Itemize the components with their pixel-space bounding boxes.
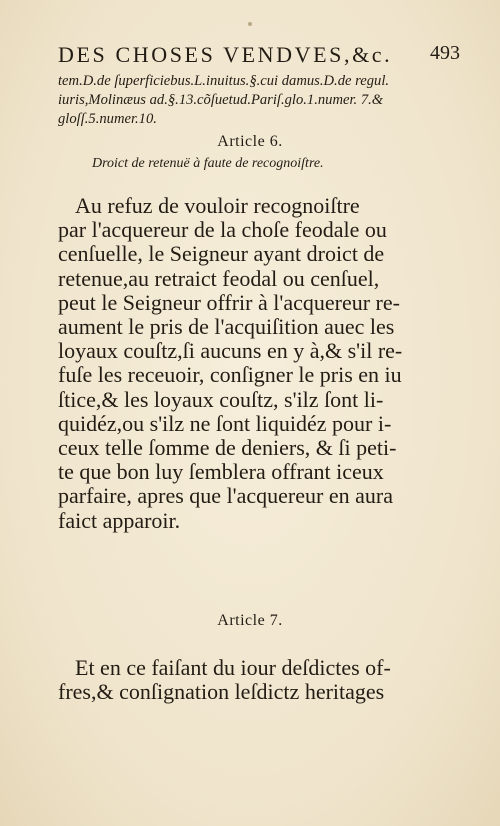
citation-line: tem.D.de ſuperficiebus.L.inuitus.§.cui damus.D.de regul. <box>58 73 390 89</box>
text-line: aument le pris de l'acquiſition auec les <box>58 314 395 340</box>
text-line: Et en ce faiſant du iour deſdictes of- <box>75 655 391 680</box>
text-line: ceux telle ſomme de deniers, & ſi peti- <box>58 435 397 461</box>
text-line: parfaire, apres que l'acquereur en aura <box>58 483 393 509</box>
article-6-sidenote: Droict de retenuë à faute de recognoiſtre. <box>92 156 324 171</box>
text-line: te que bon luy ſemblera offrant iceux <box>58 459 384 485</box>
article-7-paragraph <box>58 656 468 704</box>
article-7-heading: Article 7. <box>217 612 283 629</box>
text-line: retenue,au retraict feodal ou cenſuel, <box>58 265 380 291</box>
text-line: cenſuelle, le Seigneur ayant droict de <box>58 241 385 267</box>
page-header <box>58 40 460 70</box>
text-line: fres,& conſignation leſdictz heritages <box>58 679 385 705</box>
article-6-paragraph <box>58 194 468 533</box>
text-line: peut le Seigneur offrir à l'acquereur re- <box>58 289 400 315</box>
text-line: faict apparoir. <box>58 507 181 533</box>
article-6-heading: Article 6. <box>217 133 283 150</box>
running-title: DES CHOSES VENDVES,&c. <box>58 42 393 67</box>
page-number: 493 <box>430 42 460 64</box>
text-line: loyaux couſtz,ſi aucuns en y à,& s'il re- <box>58 338 403 364</box>
text-line: Au refuz de vouloir recognoiſtre <box>75 193 360 218</box>
text-line: par l'acquereur de la choſe feodale ou <box>58 217 387 243</box>
text-line: ſtice,& les loyaux couſtz, s'ilz ſont li- <box>58 386 384 412</box>
text-line: quidéz,ou s'ilz ne ſont liquidéz pour i- <box>58 410 392 436</box>
legal-citation <box>58 72 466 129</box>
text-line: fuſe les receuoir, conſigner le pris en iu <box>58 362 402 388</box>
page-speck <box>248 22 252 26</box>
citation-line: iuris,Molinæus ad.§.13.cõſuetud.Pariſ.glo.1.numer. 7.& <box>58 92 384 108</box>
citation-line: gloſſ.5.numer.10. <box>58 111 157 127</box>
